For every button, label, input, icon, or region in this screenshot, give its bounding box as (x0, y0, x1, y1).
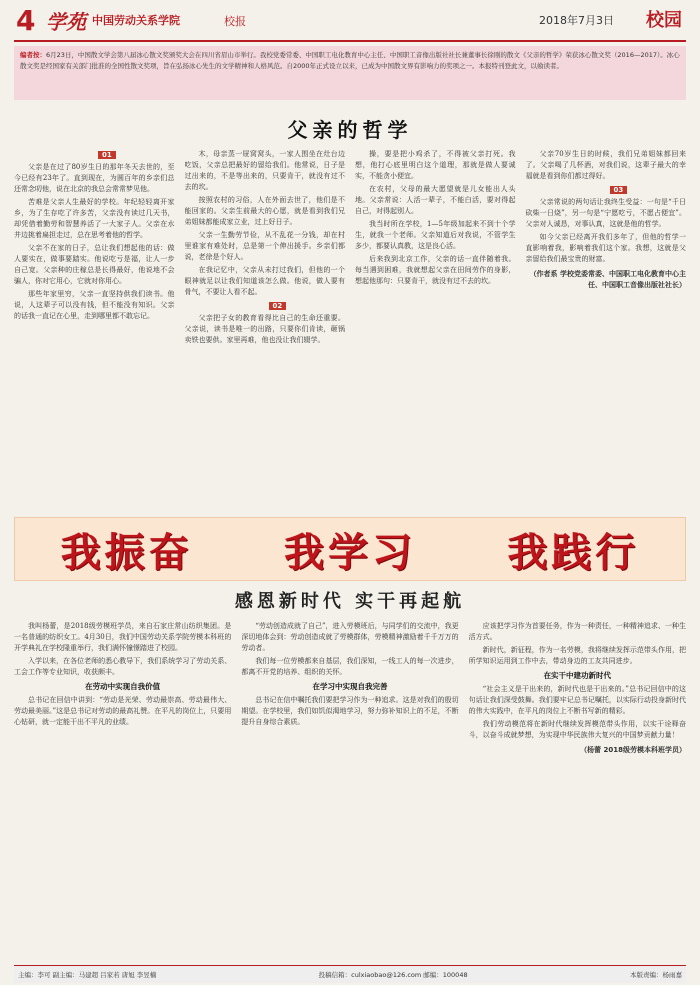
paragraph: 父亲把子女的教育看得比自己的生命还重要。父亲说，读书是唯一的出路，只要你们肯读，砸锅卖铁也要供。家里再难，他也没让我们辍学。 (184, 314, 345, 344)
paragraph: 父亲一生勤劳节俭，从不乱花一分钱，却在村里谁家有难处时，总是第一个伸出援手。乡亲们都说，老徐是个好人。 (184, 231, 345, 261)
paragraph: “社会主义是干出来的，新时代也是干出来的。”总书记回信中的这句话让我们深受鼓舞。我们要牢记总书记嘱托，以实际行动投身新时代的伟大实践中，在平凡的岗位上不断书写新的精彩。 (468, 685, 686, 715)
paragraph: 总书记在回信中讲到：“劳动是光荣、劳动最崇高、劳动最伟大、劳动最美丽。”这是总书记对劳动的最高礼赞。在平凡的岗位上，只要用心钻研，就一定能干出不平凡的业绩。 (14, 696, 232, 726)
school-paper-label: 校报 (224, 15, 246, 28)
article1-col-1 (14, 149, 175, 509)
section-number: 02 (269, 302, 287, 310)
article2-col-3 (469, 621, 686, 871)
subheading: 在实干中建功新时代 (543, 671, 612, 680)
paragraph: 如今父亲已经离开我们多年了，但他的哲学一直影响着我，影响着我们这个家。我想，这就是父亲留给我们最宝贵的财富。 (525, 233, 686, 263)
article2-title: 感恩新时代 实干再起航 (234, 591, 466, 612)
editor-note (14, 46, 686, 100)
article2-col-2 (241, 621, 458, 871)
paragraph: “劳动创造成就了自己”，进入劳模班后，与同学们的交流中，我更深切地体会到：劳动创造成就了劳模群体，劳模精神激励着千千万万的劳动者。 (241, 622, 459, 652)
paper-subtitle: 中国劳动关系学院 (92, 14, 180, 27)
slogan: 我践行 (507, 528, 640, 576)
article1-col-4 (526, 149, 687, 509)
page-number: 4 (16, 4, 36, 37)
article1-body (14, 149, 686, 509)
paragraph: 总书记在信中嘱托我们要把学习作为一种追求。这是对我们的殷切期望。在学校里，我们如饥似渴地学习，努力弥补知识上的不足，不断提升自身综合素质。 (241, 696, 459, 726)
editor-note-label: 编者按： (20, 51, 46, 59)
article1-title: 父亲的哲学 (287, 118, 413, 142)
paragraph: 木，母亲蒸一屉窝窝头，一家人围坐在灶台边吃饭，父亲总把最好的留给我们。他常说，日子是过出来的，不是等出来的，只要肯干，就没有过不去的坎。 (184, 150, 345, 191)
footer-page-editor: 本版责编：杨雨嘉 (629, 971, 682, 979)
paragraph: 我们劳动模范将在新时代继续发挥模范带头作用，以实干诠释奋斗，以奋斗成就梦想，为实现中华民族伟大复兴的中国梦贡献力量！ (468, 720, 686, 739)
footer (14, 965, 686, 983)
subheading: 在劳动中实现自我价值 (85, 682, 161, 691)
subheading: 在学习中实现自我完善 (312, 682, 388, 691)
paragraph: 我们每一位劳模都来自基层，我们深知，一线工人的每一次进步，都离不开党的培养、组织的关怀。 (241, 657, 459, 676)
section-number: 03 (610, 186, 628, 194)
paragraph: 那些年家里穷，父亲一直坚持供我们读书。他说，人这辈子可以没有钱，但不能没有知识。父亲的话我一直记在心里，走到哪里都不敢忘记。 (14, 290, 175, 320)
paragraph: 苦难是父亲人生最好的学校。年纪轻轻离开家乡，为了生存吃了许多苦，父亲没有读过几天书，却凭借着勤劳和智慧养活了一大家子人。父亲在水井边挑着扁担走过，总在思考着他的哲学。 (14, 198, 175, 239)
article2-col-1 (14, 621, 231, 871)
paragraph: 按照农村的习俗，人在外面去世了，他们是不能回家的。父亲生前最大的心愿，就是看到我们兄弟姐妹都能成家立业，过上好日子。 (184, 196, 345, 226)
article1-col-3 (355, 149, 516, 509)
slogan: 我学习 (283, 528, 416, 576)
paragraph: 父亲常说的两句话让我终生受益：一句是“千日砍柴一日烧”，另一句是“宁愿吃亏，不愿占便宜”。父亲对人诚恳，对事认真，这就是他的哲学。 (525, 198, 686, 228)
masthead (14, 0, 686, 42)
paragraph: 操，要是把小鸡杀了，不得被父亲打死。我想，他打心底里明白这个道理，那就是做人要诚实，不能贪小便宜。 (355, 150, 516, 180)
article2-body (14, 621, 686, 871)
paragraph: 在我记忆中，父亲从未打过我们，但他的一个眼神就足以让我们知道该怎么做。他说，做人要有骨气，不要让人看不起。 (184, 266, 345, 296)
signature: （杨蕾 2018级劳模本科班学员） (580, 746, 686, 754)
paper-name: 学苑 (46, 10, 86, 34)
paragraph: 应该把学习作为首要任务，作为一种责任，一种精神追求、一种生活方式。 (468, 622, 686, 641)
article1-col-2 (185, 149, 346, 509)
editor-note-text: 6月23日，中国散文学会第八届冰心散文奖颁奖大会在四川省眉山市举行。我校党委常委、中国职工电化教育中心主任、中国职工音像出版社社长兼董事长徐刚的散文《父亲的哲学》荣获冰心散文奖（2016—2017）。冰心散文奖是经国家有关部门批准的全国性散文奖项，旨在弘扬冰心先生的文学精神和人格风范。自2000年正式设立以来，已成为中国散文界有影响力的奖项之一。本报特刊登此文，以飨读者。 (20, 51, 680, 70)
section-name: 校园 (646, 10, 682, 31)
paragraph: 后来我到北京工作，父亲的话一直伴随着我。每当遇到困难，我就想起父亲在田间劳作的身影，想起他那句：只要肯干，就没有过不去的坎。 (355, 255, 516, 285)
slogan: 我振奋 (60, 528, 193, 576)
author-note: （作者系 学校党委常委、中国职工电化教育中心主任、中国职工音像出版社社长） (529, 270, 686, 289)
paragraph: 父亲是在过了80岁生日的那年冬天去世的，至今已经有23年了。直到现在，为圆百年的乡亲们总还常念叨他，说在北京的我总会常常梦见他。 (14, 163, 175, 193)
paragraph: 在农村，父母的最大愿望就是儿女能出人头地。父亲常说：人活一辈子，不能白活，要对得起自己，对得起别人。 (355, 185, 516, 215)
issue-date: 2018年7月3日 (539, 14, 614, 27)
paragraph: 我当时所在学校，1—5年级加起来不到十个学生，就我一个老师。父亲知道后对我说，不管学生多少，都要认真教，这是良心活。 (355, 220, 516, 250)
paragraph: 父亲不在家的日子，总让我们想起他的话：做人要实在，做事要踏实。他说吃亏是福，让人一步自己宽。父亲种的庄稼总是长得最好，他说地不会骗人，你对它用心，它就对你用心。 (14, 244, 175, 285)
section-number: 01 (98, 151, 116, 159)
footer-contact: 投稿信箱：culxiaobao@126.com 邮编：100048 (318, 971, 468, 979)
paragraph: 新时代，新征程，作为一名劳模，我将继续发挥示范带头作用，把所学知识运用到工作中去，带动身边的工友共同进步。 (468, 646, 686, 665)
paragraph: 入学以来，在各位老师的悉心教导下，我们系统学习了劳动关系、工会工作等专业知识，收获颇丰。 (14, 657, 232, 676)
paragraph: 父亲70岁生日的时候，我们兄弟姐妹都回来了。父亲喝了几杯酒，对我们说，这辈子最大的幸福就是看到你们都过得好。 (525, 150, 686, 180)
footer-editors: 主编：李可 副主编：马建超 吕家若 唐旭 李昱楠 (18, 971, 157, 979)
slogan-banner (14, 517, 686, 581)
paragraph: 我叫杨蕾，是2018级劳模班学员，来自石家庄常山纺织集团。是一名普通的纺织女工。4月30日，我们中国劳动关系学院劳模本科班的开学典礼在学校隆重举行，我们满怀憧憬踏进了校园。 (14, 622, 232, 652)
